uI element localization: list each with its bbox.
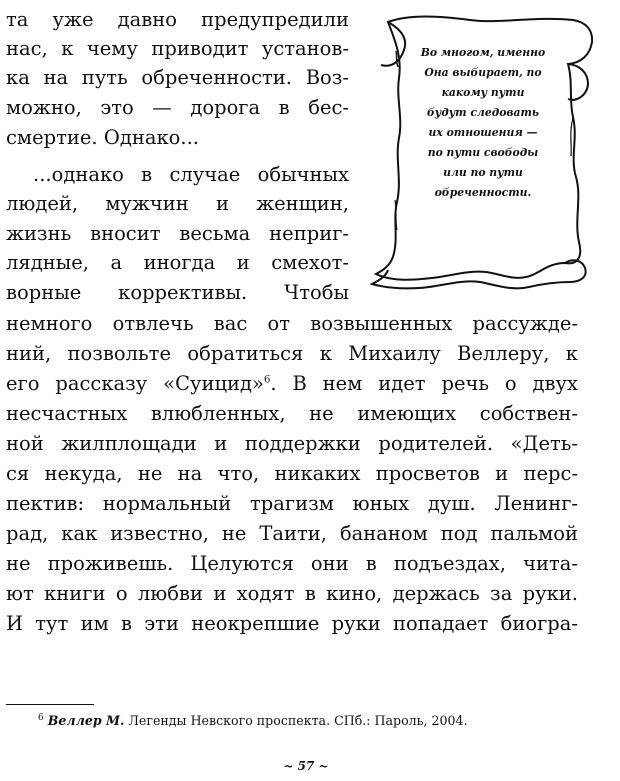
body-text-fragment: его рассказу «Суицид» — [6, 372, 264, 395]
scroll-quote-text — [403, 43, 563, 203]
body-text-line: ют книги о любви и ходят в кино, держась за руки. — [6, 582, 578, 605]
paragraph-line: ...однако в случае обычных — [33, 163, 349, 186]
scroll-quote-line: их отношения — — [428, 126, 538, 139]
body-text-line: ворные коррективы. Чтобы — [6, 281, 349, 304]
footnote-mark: 6 — [38, 712, 44, 723]
body-text-line: нас, к чему приводит установ- — [6, 37, 349, 60]
body-text-line: жизнь вносит весьма неприг- — [6, 222, 349, 245]
body-text-line: ся некуда, не на что, никаких просветов и перс- — [6, 462, 578, 485]
body-text-line: рад, как известно, не Таити, бананом под пальмой — [6, 522, 578, 545]
footnote-author: Веллер М. — [47, 713, 125, 728]
footnote-reference: 6 — [263, 374, 271, 386]
scroll-quote-line: или по пути — [443, 166, 523, 179]
body-text-line: пектив: нормальный трагизм юных душ. Ленинг- — [6, 492, 578, 515]
page-number: ~ 57 ~ — [283, 759, 329, 773]
body-text-line: людей, мужчин и женщин, — [6, 192, 349, 215]
body-text-line: И тут им в эти неокрепшие руки попадает биогра- — [6, 612, 578, 635]
body-text-fragment: . В нем идет речь о двух — [270, 372, 579, 395]
scroll-quote — [368, 6, 598, 290]
body-text-line: несчастных влюбленных, не имеющих собствен- — [6, 402, 578, 425]
body-text-line: смертие. Однако... — [6, 126, 199, 149]
body-text-line: ка на путь обреченности. Воз- — [6, 66, 349, 89]
footnote-divider — [6, 704, 94, 705]
body-text-line: можно, это — дорога в бес- — [6, 96, 349, 119]
body-text-line: ний, позвольте обратиться к Михаилу Веллеру, к — [6, 342, 578, 365]
body-text-line: не проживешь. Целуются они в подъездах, чита- — [6, 552, 578, 575]
body-text-line-with-footnote — [6, 370, 578, 398]
footnote-text: Легенды Невского проспекта. СПб.: Пароль, 2004. — [124, 713, 468, 728]
body-text-line: ной жилплощади и поддержки родителей. «Деть- — [6, 432, 578, 455]
footnote — [38, 712, 578, 730]
scroll-quote-line: Во многом, именно — [420, 46, 546, 59]
scroll-quote-line: будут следовать — [426, 106, 540, 119]
body-text-line: лядные, а иногда и смехот- — [6, 251, 349, 274]
body-text-line: немного отвлечь вас от возвышенных рассужде- — [6, 312, 578, 335]
scroll-quote-line: обреченности. — [434, 186, 532, 199]
scroll-quote-line: по пути свободы — [427, 146, 539, 159]
body-text-line: та уже давно предупредили — [6, 8, 349, 31]
scroll-quote-line: Она выбирает, по — [424, 66, 542, 79]
scroll-quote-line: какому пути — [441, 86, 525, 99]
